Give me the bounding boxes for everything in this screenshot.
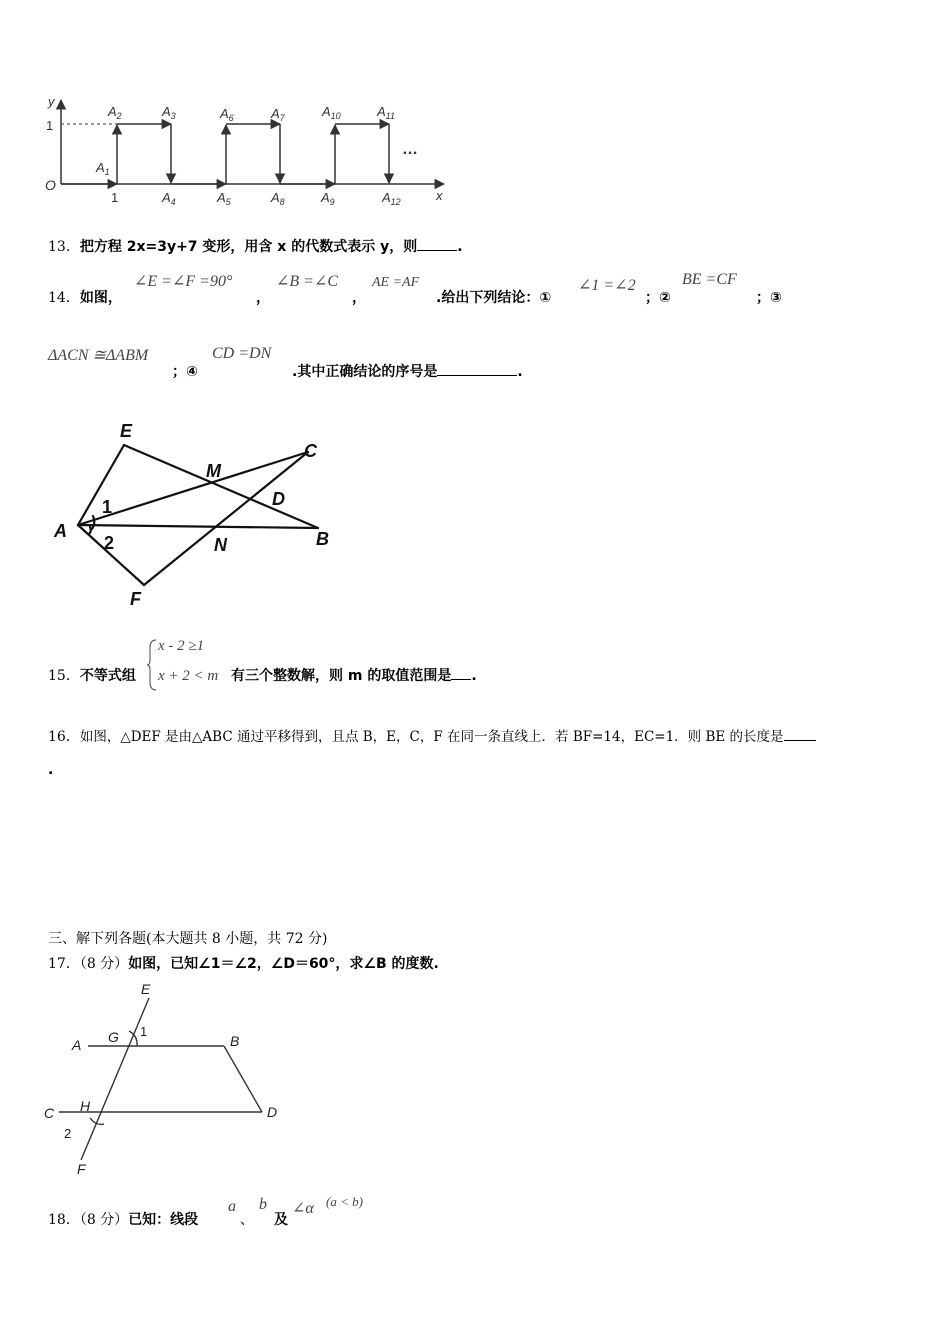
label-a11: $A_{11}$ bbox=[377, 104, 396, 121]
label-a4: $A_4$ bbox=[162, 190, 176, 207]
q18-text-a: 已知：线段 bbox=[128, 1212, 199, 1228]
q15-end: . bbox=[471, 668, 477, 684]
q16-end: . bbox=[48, 762, 54, 778]
q14-conclusions-intro: .给出下列结论：① bbox=[436, 290, 552, 306]
q14-condition-ae-af: AE =AF bbox=[372, 275, 420, 290]
q14-condition-angles-bc: ∠B =∠C bbox=[276, 273, 339, 290]
q13-answer-blank[interactable] bbox=[417, 236, 457, 251]
transversal-e-f bbox=[81, 998, 149, 1160]
q14-conclusion-4: CD =DN bbox=[212, 345, 272, 362]
label-a10: $A_{10}$ bbox=[322, 104, 341, 121]
label-g: G bbox=[108, 1029, 119, 1045]
label-a9: $A_9$ bbox=[321, 190, 335, 207]
section-3-heading: 三、解下列各题(本大题共 8 小题，共 72 分) bbox=[48, 931, 328, 947]
label-d: D bbox=[267, 1104, 278, 1120]
q14-conclusion-1: ∠1 =∠2 bbox=[578, 277, 636, 294]
question-15-tail bbox=[231, 665, 477, 685]
q14-conclusion-3-marker: ；③ bbox=[756, 290, 782, 306]
question-16 bbox=[48, 725, 816, 746]
q18-angle-alpha: ∠α bbox=[292, 1200, 314, 1217]
question-14-line1 bbox=[48, 287, 122, 307]
angle-arc-2 bbox=[89, 527, 91, 534]
q14-answer-blank[interactable] bbox=[437, 361, 517, 376]
label-e: E bbox=[141, 981, 151, 997]
q18-sep: 、 bbox=[240, 1212, 254, 1228]
label-e: E bbox=[120, 421, 133, 441]
q14-conclusion-2: BE =CF bbox=[682, 271, 737, 288]
q15-number: 15． bbox=[48, 668, 80, 684]
q18-segment-b: b bbox=[259, 1196, 267, 1213]
label-angle-2: 2 bbox=[104, 533, 115, 553]
q14-sep2: ， bbox=[352, 290, 366, 306]
q14-intro: 如图， bbox=[79, 290, 122, 306]
q13-number: 13． bbox=[48, 239, 80, 255]
q17-number: 17． bbox=[48, 956, 80, 972]
q14-number: 14． bbox=[48, 290, 80, 306]
x-one-label: 1 bbox=[111, 190, 119, 205]
label-a12: $A_{12}$ bbox=[382, 190, 401, 207]
label-a3: $A_3$ bbox=[162, 104, 176, 121]
q15-text-b: 有三个整数解，则 m 的取值范围是 bbox=[231, 668, 452, 684]
x-axis-label: x bbox=[436, 188, 443, 203]
q15-text-a: 不等式组 bbox=[79, 668, 136, 684]
q16-answer-blank[interactable] bbox=[784, 726, 816, 741]
q18-segment-a: a bbox=[228, 1198, 236, 1215]
segment-f-c bbox=[144, 452, 308, 585]
origin-label: O bbox=[45, 177, 56, 193]
y-axis-label: y bbox=[48, 94, 55, 109]
label-d: D bbox=[272, 489, 285, 509]
label-b: B bbox=[230, 1033, 240, 1049]
label-a7: $A_7$ bbox=[271, 106, 285, 123]
q18-text-b: 及 bbox=[274, 1212, 288, 1228]
label-m: M bbox=[206, 461, 221, 481]
q14-ask: .其中正确结论的序号是 bbox=[292, 364, 438, 380]
label-n: N bbox=[214, 535, 227, 555]
label-f: F bbox=[130, 589, 141, 609]
q18-score: （8 分） bbox=[79, 1212, 129, 1228]
q14-conclusion-2-marker: ；② bbox=[645, 290, 671, 306]
segment-b-d bbox=[224, 1046, 262, 1112]
q15-inequality-2: x + 2 < m bbox=[158, 668, 219, 684]
label-c: C bbox=[304, 441, 317, 461]
q13-end: . bbox=[457, 239, 463, 255]
label-a: A bbox=[54, 521, 67, 541]
label-a2: $A_2$ bbox=[108, 104, 122, 121]
q17-score: （8 分） bbox=[79, 956, 129, 972]
angle-arc-1 bbox=[92, 516, 94, 529]
q15-brace bbox=[146, 638, 158, 692]
q14-question-tail bbox=[292, 361, 523, 381]
label-angle-1: 1 bbox=[102, 497, 113, 517]
q17-text: 如图，已知∠1＝∠2，∠D＝60°，求∠B 的度数. bbox=[128, 956, 439, 972]
q13-text: 把方程 2x=3y+7 变形，用含 x 的代数式表示 y，则 bbox=[79, 239, 418, 255]
q14-sep1: ， bbox=[256, 290, 270, 306]
label-a1: $A_1$ bbox=[96, 160, 110, 177]
label-angle-2: 2 bbox=[64, 1126, 72, 1141]
label-h: H bbox=[80, 1098, 91, 1114]
q18-condition: (a < b) bbox=[326, 1194, 363, 1209]
label-a6: $A_6$ bbox=[220, 106, 234, 123]
question-15 bbox=[48, 665, 136, 685]
q15-inequality-1: x - 2 ≥1 bbox=[158, 638, 205, 654]
label-a5: $A_5$ bbox=[217, 190, 231, 207]
label-f: F bbox=[77, 1161, 86, 1177]
segment-a-b bbox=[78, 525, 318, 528]
label-b: B bbox=[316, 529, 329, 549]
q14-condition-angles-ef: ∠E =∠F =90° bbox=[134, 273, 233, 290]
label-a8: $A_8$ bbox=[271, 190, 285, 207]
q18-number: 18． bbox=[48, 1212, 80, 1228]
q15-answer-blank[interactable] bbox=[451, 665, 471, 680]
label-angle-1: 1 bbox=[140, 1024, 148, 1039]
q14-end: . bbox=[517, 364, 523, 380]
q14-conclusion-3: ΔACN ≅ΔABM bbox=[48, 347, 149, 364]
q14-conclusion-4-marker: ；④ bbox=[172, 364, 198, 380]
question-18 bbox=[48, 1209, 198, 1229]
label-a: A bbox=[72, 1037, 82, 1053]
label-c: C bbox=[44, 1105, 55, 1121]
question-17 bbox=[48, 953, 439, 973]
q14-triangle-figure bbox=[44, 415, 354, 610]
q17-parallel-lines-figure bbox=[40, 978, 290, 1178]
q16-number: 16． bbox=[48, 729, 80, 745]
q16-text: 如图，△DEF 是由△ABC 通过平移得到，且点 B，E，C，F 在同一条直线上．若 BF=14，EC=1．则 BE 的长度是 bbox=[79, 729, 784, 745]
y-one-label: 1 bbox=[46, 118, 54, 133]
q12-staircase-figure bbox=[40, 92, 460, 210]
question-13 bbox=[48, 236, 463, 256]
continuation-dots: … bbox=[402, 141, 418, 158]
